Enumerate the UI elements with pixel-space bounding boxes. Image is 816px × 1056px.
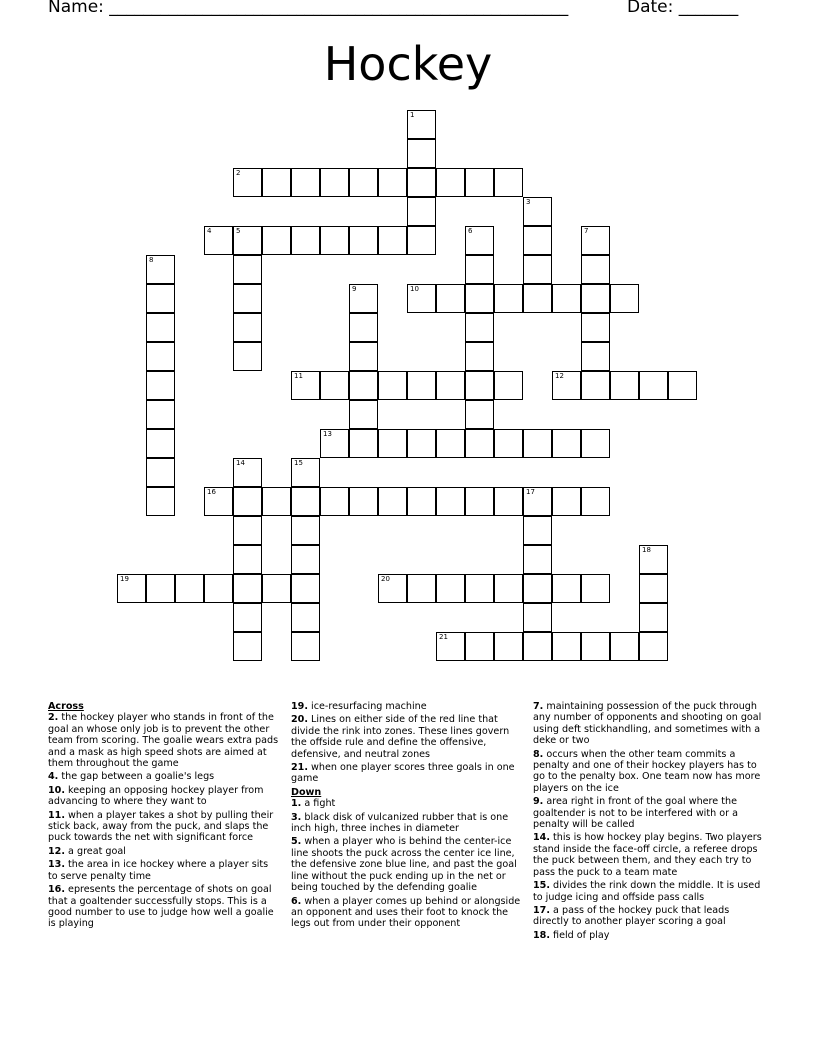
clue-number: 3. bbox=[291, 811, 302, 823]
clue-text: when a player takes a shot by pulling their stick back, away from the puck, and slaps the puck towards the net with significant force bbox=[48, 809, 274, 844]
grid-cell[interactable] bbox=[494, 429, 523, 458]
grid-cell[interactable] bbox=[204, 226, 233, 255]
grid-cell[interactable] bbox=[523, 574, 552, 603]
grid-cell[interactable] bbox=[494, 284, 523, 313]
clue-text: this is how hockey play begins. Two players stand inside the face-off circle, a referee drops the puck between them, and they each try to pass the puck to a team mate bbox=[533, 832, 762, 878]
clue-item bbox=[291, 812, 523, 835]
clue-column-3 bbox=[533, 701, 765, 943]
grid-cell[interactable] bbox=[494, 487, 523, 516]
grid-cell[interactable] bbox=[233, 487, 262, 516]
clue-text: when a player who is behind the center-ice line shoots the puck across the center ice line, the defensive zone blue line, and past the goal line without the puck ending up in the net or being touched by the defending goalie bbox=[291, 836, 517, 894]
grid-cell[interactable] bbox=[291, 603, 320, 632]
grid-cell[interactable] bbox=[494, 632, 523, 661]
clue-number: 5. bbox=[291, 836, 302, 848]
cell-number: 14 bbox=[236, 459, 245, 467]
grid-cell[interactable] bbox=[523, 516, 552, 545]
grid-cell[interactable] bbox=[581, 429, 610, 458]
grid-cell[interactable] bbox=[291, 574, 320, 603]
cell-number: 13 bbox=[323, 430, 332, 438]
grid-cell[interactable] bbox=[552, 487, 581, 516]
grid-cell[interactable] bbox=[320, 429, 349, 458]
grid-cell[interactable] bbox=[465, 632, 494, 661]
cell-number: 8 bbox=[149, 256, 154, 264]
clue-text: the area in ice hockey where a player sits to serve penalty time bbox=[48, 859, 269, 882]
grid-cell[interactable] bbox=[349, 284, 378, 313]
clue-number: 18. bbox=[533, 929, 550, 941]
grid-cell[interactable] bbox=[523, 487, 552, 516]
clue-item bbox=[533, 832, 765, 878]
date-field: Date: _______ bbox=[627, 0, 739, 17]
clue-column-1 bbox=[48, 701, 280, 932]
grid-cell[interactable] bbox=[291, 226, 320, 255]
clue-text: when a player comes up behind or alongside an opponent and uses their foot to knock the legs out from under their opponent bbox=[291, 895, 521, 930]
grid-cell[interactable] bbox=[465, 255, 494, 284]
clue-number: 16. bbox=[48, 884, 65, 896]
grid-cell[interactable] bbox=[320, 371, 349, 400]
grid-cell[interactable] bbox=[233, 458, 262, 487]
clue-number: 12. bbox=[48, 845, 65, 857]
grid-cell[interactable] bbox=[581, 313, 610, 342]
grid-cell[interactable] bbox=[233, 168, 262, 197]
cell-number: 19 bbox=[120, 575, 129, 583]
grid-cell[interactable] bbox=[523, 284, 552, 313]
clue-number: 4. bbox=[48, 771, 59, 783]
clue-text: a great goal bbox=[65, 845, 126, 857]
cell-number: 7 bbox=[584, 227, 589, 235]
grid-cell[interactable] bbox=[291, 516, 320, 545]
grid-cell[interactable] bbox=[378, 429, 407, 458]
grid-cell[interactable] bbox=[291, 168, 320, 197]
clue-text: keeping an opposing hockey player from advancing to where they want to bbox=[48, 784, 264, 808]
grid-cell[interactable] bbox=[581, 574, 610, 603]
clue-item bbox=[291, 896, 523, 930]
grid-cell[interactable] bbox=[523, 545, 552, 574]
puzzle-title: Hockey bbox=[323, 37, 493, 91]
grid-cell[interactable] bbox=[436, 371, 465, 400]
cell-number: 17 bbox=[526, 488, 535, 496]
down-heading: Down bbox=[291, 786, 322, 798]
cell-number: 4 bbox=[207, 227, 212, 235]
grid-cell[interactable] bbox=[204, 487, 233, 516]
grid-cell[interactable] bbox=[552, 429, 581, 458]
grid-cell[interactable] bbox=[581, 342, 610, 371]
grid-cell[interactable] bbox=[407, 487, 436, 516]
grid-cell[interactable] bbox=[349, 168, 378, 197]
cell-number: 3 bbox=[526, 198, 531, 206]
cell-number: 12 bbox=[555, 372, 564, 380]
grid-cell[interactable] bbox=[407, 574, 436, 603]
clue-number: 19. bbox=[291, 701, 308, 712]
clue-number: 17. bbox=[533, 904, 550, 916]
grid-cell[interactable] bbox=[465, 313, 494, 342]
cell-number: 11 bbox=[294, 372, 303, 380]
grid-cell[interactable] bbox=[465, 400, 494, 429]
clue-number: 9. bbox=[533, 796, 544, 808]
grid-cell[interactable] bbox=[407, 371, 436, 400]
clue-text: epresents the percentage of shots on goal that a goaltender successfully stops. This is a good number to use to judge how well a goalie is playing bbox=[48, 884, 274, 930]
grid-cell[interactable] bbox=[436, 168, 465, 197]
clue-text: maintaining possession of the puck through any number of opponents and shooting on goal using deft stickhandling, and sometimes with a deke or two bbox=[533, 701, 762, 747]
grid-cell[interactable] bbox=[523, 603, 552, 632]
grid-cell[interactable] bbox=[581, 371, 610, 400]
grid-cell[interactable] bbox=[349, 226, 378, 255]
clue-item bbox=[533, 880, 765, 903]
grid-cell[interactable] bbox=[291, 458, 320, 487]
clue-text: black disk of vulcanized rubber that is one inch high, three inches in diameter bbox=[291, 811, 509, 835]
grid-cell[interactable] bbox=[262, 226, 291, 255]
clue-text: the hockey player who stands in front of the goal an whose only job is to prevent the other team from scoring. The goalie wears extra pads and a mask as high speed shots are aimed at them throughout the game bbox=[48, 712, 279, 770]
clue-number: 8. bbox=[533, 748, 544, 760]
clue-number: 6. bbox=[291, 895, 302, 907]
clue-item bbox=[533, 930, 765, 941]
grid-cell[interactable] bbox=[233, 226, 262, 255]
grid-cell[interactable] bbox=[204, 574, 233, 603]
grid-cell[interactable] bbox=[146, 429, 175, 458]
grid-cell[interactable] bbox=[291, 371, 320, 400]
clue-number: 21. bbox=[291, 762, 308, 774]
cell-number: 2 bbox=[236, 169, 241, 177]
grid-cell[interactable] bbox=[581, 487, 610, 516]
cell-number: 18 bbox=[642, 546, 651, 554]
across-heading: Across bbox=[48, 701, 84, 712]
grid-cell[interactable] bbox=[523, 255, 552, 284]
cell-number: 1 bbox=[410, 111, 415, 119]
grid-cell[interactable] bbox=[320, 168, 349, 197]
grid-cell[interactable] bbox=[639, 632, 668, 661]
grid-cell[interactable] bbox=[146, 458, 175, 487]
grid-cell[interactable] bbox=[552, 574, 581, 603]
grid-cell[interactable] bbox=[233, 313, 262, 342]
grid-cell[interactable] bbox=[436, 487, 465, 516]
grid-cell[interactable] bbox=[320, 487, 349, 516]
grid-cell[interactable] bbox=[349, 371, 378, 400]
cell-number: 21 bbox=[439, 633, 448, 641]
grid-cell[interactable] bbox=[610, 371, 639, 400]
grid-cell[interactable] bbox=[146, 313, 175, 342]
grid-cell[interactable] bbox=[639, 603, 668, 632]
grid-cell[interactable] bbox=[146, 574, 175, 603]
grid-cell[interactable] bbox=[233, 284, 262, 313]
clue-item bbox=[48, 846, 280, 857]
clue-item bbox=[48, 810, 280, 844]
grid-cell[interactable] bbox=[436, 574, 465, 603]
grid-cell[interactable] bbox=[378, 487, 407, 516]
clue-item bbox=[533, 701, 765, 747]
clue-number: 10. bbox=[48, 784, 65, 796]
clue-text: divides the rink down the middle. It is used to judge icing and offside pass calls bbox=[533, 880, 761, 903]
clue-number: 7. bbox=[533, 701, 544, 712]
cell-number: 16 bbox=[207, 488, 216, 496]
grid-cell[interactable] bbox=[465, 342, 494, 371]
grid-cell[interactable] bbox=[407, 168, 436, 197]
grid-cell[interactable] bbox=[581, 226, 610, 255]
clue-item bbox=[48, 771, 280, 782]
grid-cell[interactable] bbox=[494, 574, 523, 603]
grid-cell[interactable] bbox=[523, 429, 552, 458]
grid-cell[interactable] bbox=[552, 632, 581, 661]
cell-number: 15 bbox=[294, 459, 303, 467]
grid-cell[interactable] bbox=[262, 487, 291, 516]
clue-text: a pass of the hockey puck that leads directly to another player scoring a goal bbox=[533, 904, 730, 928]
grid-cell[interactable] bbox=[233, 516, 262, 545]
grid-cell[interactable] bbox=[465, 168, 494, 197]
grid-cell[interactable] bbox=[233, 342, 262, 371]
grid-cell[interactable] bbox=[175, 574, 204, 603]
grid-cell[interactable] bbox=[378, 574, 407, 603]
grid-cell[interactable] bbox=[639, 545, 668, 574]
grid-cell[interactable] bbox=[407, 110, 436, 139]
grid-cell[interactable] bbox=[581, 255, 610, 284]
grid-cell[interactable] bbox=[146, 400, 175, 429]
grid-cell[interactable] bbox=[436, 632, 465, 661]
grid-cell[interactable] bbox=[407, 284, 436, 313]
clue-text: area right in front of the goal where the goaltender is not to be interfered with or a penalty will be called bbox=[533, 796, 738, 831]
grid-cell[interactable] bbox=[523, 197, 552, 226]
grid-cell[interactable] bbox=[233, 255, 262, 284]
grid-cell[interactable] bbox=[523, 632, 552, 661]
grid-cell[interactable] bbox=[349, 313, 378, 342]
grid-cell[interactable] bbox=[349, 342, 378, 371]
grid-cell[interactable] bbox=[146, 342, 175, 371]
grid-cell[interactable] bbox=[552, 371, 581, 400]
clue-number: 13. bbox=[48, 859, 65, 871]
grid-cell[interactable] bbox=[436, 284, 465, 313]
grid-cell[interactable] bbox=[146, 371, 175, 400]
grid-cell[interactable] bbox=[407, 197, 436, 226]
grid-cell[interactable] bbox=[146, 487, 175, 516]
grid-cell[interactable] bbox=[465, 487, 494, 516]
grid-cell[interactable] bbox=[610, 284, 639, 313]
grid-cell[interactable] bbox=[320, 226, 349, 255]
grid-cell[interactable] bbox=[436, 429, 465, 458]
grid-cell[interactable] bbox=[233, 574, 262, 603]
grid-cell[interactable] bbox=[668, 371, 697, 400]
clue-number: 15. bbox=[533, 880, 550, 892]
clue-item bbox=[533, 796, 765, 830]
grid-cell[interactable] bbox=[378, 168, 407, 197]
grid-cell[interactable] bbox=[581, 284, 610, 313]
grid-cell[interactable] bbox=[233, 545, 262, 574]
grid-cell[interactable] bbox=[262, 574, 291, 603]
clue-item bbox=[291, 714, 523, 760]
clue-number: 11. bbox=[48, 809, 65, 821]
grid-cell[interactable] bbox=[639, 574, 668, 603]
clue-text: a fight bbox=[301, 798, 336, 810]
clue-item bbox=[533, 749, 765, 795]
clue-text: occurs when the other team commits a penalty and one of their hockey players has to go to the penalty box. One team now has more players on the ice bbox=[533, 748, 761, 794]
grid-cell[interactable] bbox=[465, 429, 494, 458]
grid-cell[interactable] bbox=[494, 168, 523, 197]
clue-item bbox=[48, 785, 280, 808]
grid-cell[interactable] bbox=[581, 632, 610, 661]
cell-number: 6 bbox=[468, 227, 473, 235]
cell-number: 5 bbox=[236, 227, 241, 235]
grid-cell[interactable] bbox=[262, 168, 291, 197]
grid-cell[interactable] bbox=[291, 487, 320, 516]
grid-cell[interactable] bbox=[465, 371, 494, 400]
grid-cell[interactable] bbox=[378, 226, 407, 255]
grid-cell[interactable] bbox=[639, 371, 668, 400]
clue-number: 1. bbox=[291, 798, 302, 810]
cell-number: 20 bbox=[381, 575, 390, 583]
grid-cell[interactable] bbox=[233, 603, 262, 632]
clue-item bbox=[291, 798, 523, 809]
clue-item bbox=[291, 762, 523, 785]
clue-item bbox=[48, 884, 280, 930]
grid-cell[interactable] bbox=[494, 371, 523, 400]
clue-text: field of play bbox=[550, 929, 610, 941]
clue-column-2 bbox=[291, 701, 523, 932]
grid-cell[interactable] bbox=[233, 632, 262, 661]
grid-cell[interactable] bbox=[349, 400, 378, 429]
grid-cell[interactable] bbox=[523, 226, 552, 255]
clue-text: Lines on either side of the red line that divide the rink into zones. These lines govern the offside rule and define the offensive, defensive, and neutral zones bbox=[291, 714, 510, 760]
clue-text: ice-resurfacing machine bbox=[308, 701, 427, 712]
grid-cell[interactable] bbox=[378, 371, 407, 400]
name-field: Name: ______________________________________________________ bbox=[48, 0, 569, 17]
clue-item bbox=[291, 836, 523, 893]
grid-cell[interactable] bbox=[117, 574, 146, 603]
grid-cell[interactable] bbox=[407, 226, 436, 255]
clue-text: when one player scores three goals in one game bbox=[291, 762, 515, 785]
clue-number: 2. bbox=[48, 712, 59, 724]
grid-cell[interactable] bbox=[407, 429, 436, 458]
grid-cell[interactable] bbox=[291, 545, 320, 574]
clue-number: 14. bbox=[533, 832, 550, 844]
grid-cell[interactable] bbox=[349, 487, 378, 516]
clue-number: 20. bbox=[291, 714, 308, 726]
grid-cell[interactable] bbox=[291, 632, 320, 661]
grid-cell[interactable] bbox=[465, 226, 494, 255]
grid-cell[interactable] bbox=[349, 429, 378, 458]
clue-item bbox=[48, 859, 280, 882]
clue-item bbox=[533, 905, 765, 928]
clue-text: the gap between a goalie's legs bbox=[58, 771, 215, 783]
cell-number: 9 bbox=[352, 285, 357, 293]
cell-number: 10 bbox=[410, 285, 419, 293]
clue-item bbox=[48, 712, 280, 769]
grid-cell[interactable] bbox=[610, 632, 639, 661]
grid-cell[interactable] bbox=[465, 574, 494, 603]
grid-cell[interactable] bbox=[146, 255, 175, 284]
grid-cell[interactable] bbox=[552, 284, 581, 313]
grid-cell[interactable] bbox=[465, 284, 494, 313]
grid-cell[interactable] bbox=[146, 284, 175, 313]
clue-item bbox=[291, 701, 523, 712]
grid-cell[interactable] bbox=[407, 139, 436, 168]
